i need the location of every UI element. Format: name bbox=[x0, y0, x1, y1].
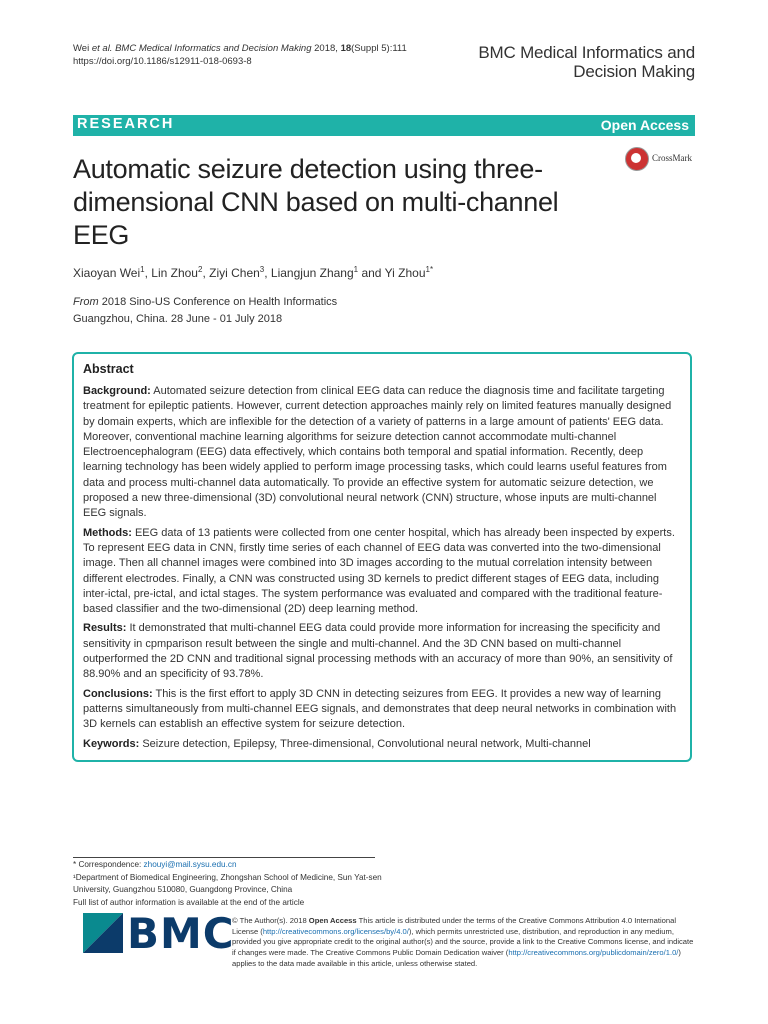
abstract-results bbox=[83, 621, 681, 682]
methods-text: EEG data of 13 patients were collected from one center hospital, which has already been inspected by experts. To represent EEG data in CNN, firstly time series of each channel of EEG data was converted into the two-dimensional image. Then all channel images were combined into 3D images according to the mutual correlation intensity between different electrodes. Finally, a CNN was constructed using 3D kernels to predict different stages of EEG data, including inter-ictal, pre-ictal, and ictal stages. The system performance was evaluated and compared with the traditional feature-based classifier and the two-dimensional (2D) deep learning method. bbox=[83, 526, 675, 616]
abstract-keywords bbox=[83, 737, 681, 752]
correspondence-label: * Correspondence: bbox=[73, 860, 144, 869]
author: Liangjun Zhang bbox=[270, 266, 354, 280]
results-label: Results: bbox=[83, 622, 127, 635]
conference-from: From bbox=[73, 296, 99, 308]
conference-location: Guangzhou, China. 28 June - 01 July 2018 bbox=[73, 313, 283, 325]
author-affil: 1* bbox=[425, 265, 434, 274]
author-affil: 1 bbox=[140, 265, 145, 274]
doi-link[interactable]: https://doi.org/10.1186/s12911-018-0693-8 bbox=[73, 56, 252, 67]
bmc-logo bbox=[83, 909, 235, 958]
bmc-logo-text: BMC bbox=[127, 909, 235, 958]
open-access-label: Open Access bbox=[600, 117, 689, 133]
author: Ziyi Chen bbox=[209, 266, 260, 280]
footnote bbox=[73, 859, 383, 909]
conclusions-label: Conclusions: bbox=[83, 687, 153, 700]
license-link-cc-by[interactable]: http://creativecommons.org/licenses/by/4.0/ bbox=[262, 926, 409, 936]
bmc-logo-mark-icon bbox=[83, 913, 123, 953]
background-label: Background: bbox=[83, 385, 151, 397]
article-title: Automatic seizure detection using three-dimensional CNN based on multi-channel EEG bbox=[73, 154, 559, 250]
author: Lin Zhou bbox=[151, 266, 198, 280]
journal-line-1: BMC Medical Informatics and bbox=[478, 43, 695, 62]
cite-issue: (Suppl 5):111 bbox=[351, 43, 407, 54]
author: Xiaoyan Wei bbox=[73, 266, 141, 280]
journal-name bbox=[478, 43, 695, 81]
background-text: Automated seizure detection from clinical EEG data can reduce the diagnosis time and facilitate targeting treatment for epileptic patients. However, current detection approaches mainly rely on limited features manually designed by domain experts, which are inflexible for the detection of a variety of patterns in a large amount of patients' EEG data. Moreover, conventional machine learning algorithms for seizure detection cannot accommodate multi-channel Electroencephalogram (EEG) data effectively, which contains both temporal and spatial information. Recently, deep learning technology has been widely applied to perform image processing tasks, which could learns useful features from data and process multi-channel data automatically. To provide an effective system for automatic seizure detection, we proposed a new three-dimensional (3D) convolutional neural network (CNN) structure, whose inputs are multi-channel EEG signals. bbox=[83, 385, 672, 520]
license-open-access: Open Access bbox=[308, 916, 357, 925]
cite-etal: et al. bbox=[91, 43, 113, 54]
license-part-3: ), which permits unrestricted use, distribution, and reproduction in any medium, provided you give appropriate credit to the original author(s) and the source, provide a link to the Creative Commons license, and indicate if changes were made. The Creative Commons Public Domain Dedication waiver ( bbox=[232, 926, 694, 958]
license-text bbox=[232, 916, 696, 970]
section-banner bbox=[73, 115, 695, 136]
abstract-background bbox=[83, 384, 681, 522]
cite-authors: Wei bbox=[73, 43, 92, 54]
conclusions-text: This is the first effort to apply 3D CNN in detecting seizures from EEG. It provides a new way of learning patterns simultaneously from multi-channel EEG signals, and demonstrates that deep neural networks in combination with 3D kernels can establish an effective system for seizure detection. bbox=[83, 687, 677, 731]
author-affil: 2 bbox=[197, 265, 203, 274]
abstract-methods bbox=[83, 526, 681, 618]
author-affil: 3 bbox=[259, 265, 265, 274]
author-affil: 1 bbox=[353, 265, 359, 274]
correspondence-email[interactable]: zhouyi@mail.sysu.edu.cn bbox=[143, 860, 237, 869]
conference-name: 2018 Sino-US Conference on Health Informatics bbox=[98, 296, 338, 308]
author-list: Xiaoyan Wei$^1$, Lin Zhou$^2$, Ziyi Chen$^3$, Liangjun Zhang$^1$ and Yi Zhou$^{1*}$ bbox=[73, 265, 434, 280]
abstract-body bbox=[83, 384, 681, 756]
keywords-label: Keywords: bbox=[83, 737, 140, 750]
results-text: It demonstrated that multi-channel EEG data could provide more information for increasing the specificity and sensitivity in cpmparison result between the single and multi-channel. And the 3D CNN based on multi-channel outperformed the 2D CNN and traditional signal processing methods with an accuracy of more than 90%, an sensitivity of 88.90% and an specificity of 93.78%. bbox=[83, 622, 673, 681]
license-part-4: ) applies to the data made available in this article, unless otherwise stated. bbox=[232, 948, 681, 968]
abstract-conclusions bbox=[83, 687, 681, 733]
affiliation: ¹Department of Biomedical Engineering, Zhongshan School of Medicine, Sun Yat-sen University, Guangzhou 510080, Guangdong Province, China bbox=[73, 872, 382, 894]
conference-info bbox=[73, 294, 337, 328]
license-copyright: © The Author(s). 2018 bbox=[232, 916, 309, 925]
section-label: RESEARCH bbox=[77, 116, 175, 132]
footnote-divider bbox=[73, 857, 375, 858]
crossmark-label: CrossMark bbox=[652, 153, 692, 163]
abstract-heading: Abstract bbox=[83, 362, 134, 376]
journal-line-2: Decision Making bbox=[573, 62, 695, 81]
keywords-text: Seizure detection, Epilepsy, Three-dimensional, Convolutional neural network, Multi-channel bbox=[142, 737, 591, 750]
cite-journal: BMC Medical Informatics and Decision Making bbox=[115, 43, 312, 54]
author: Yi Zhou bbox=[384, 266, 426, 280]
license-part-2: This article is distributed under the terms of the Creative Commons Attribution 4.0 International License ( bbox=[232, 916, 677, 936]
crossmark-icon bbox=[625, 147, 649, 171]
author-info-note: Full list of author information is available at the end of the article bbox=[73, 897, 305, 907]
cite-year: 2018, bbox=[314, 43, 341, 54]
abstract-box bbox=[72, 352, 692, 762]
citation-header bbox=[73, 42, 407, 68]
cite-volume: 18 bbox=[340, 43, 352, 54]
license-link-cc0[interactable]: http://creativecommons.org/publicdomain/zero/1.0/ bbox=[508, 948, 679, 958]
crossmark-badge[interactable] bbox=[625, 145, 695, 173]
methods-label: Methods: bbox=[83, 526, 132, 539]
